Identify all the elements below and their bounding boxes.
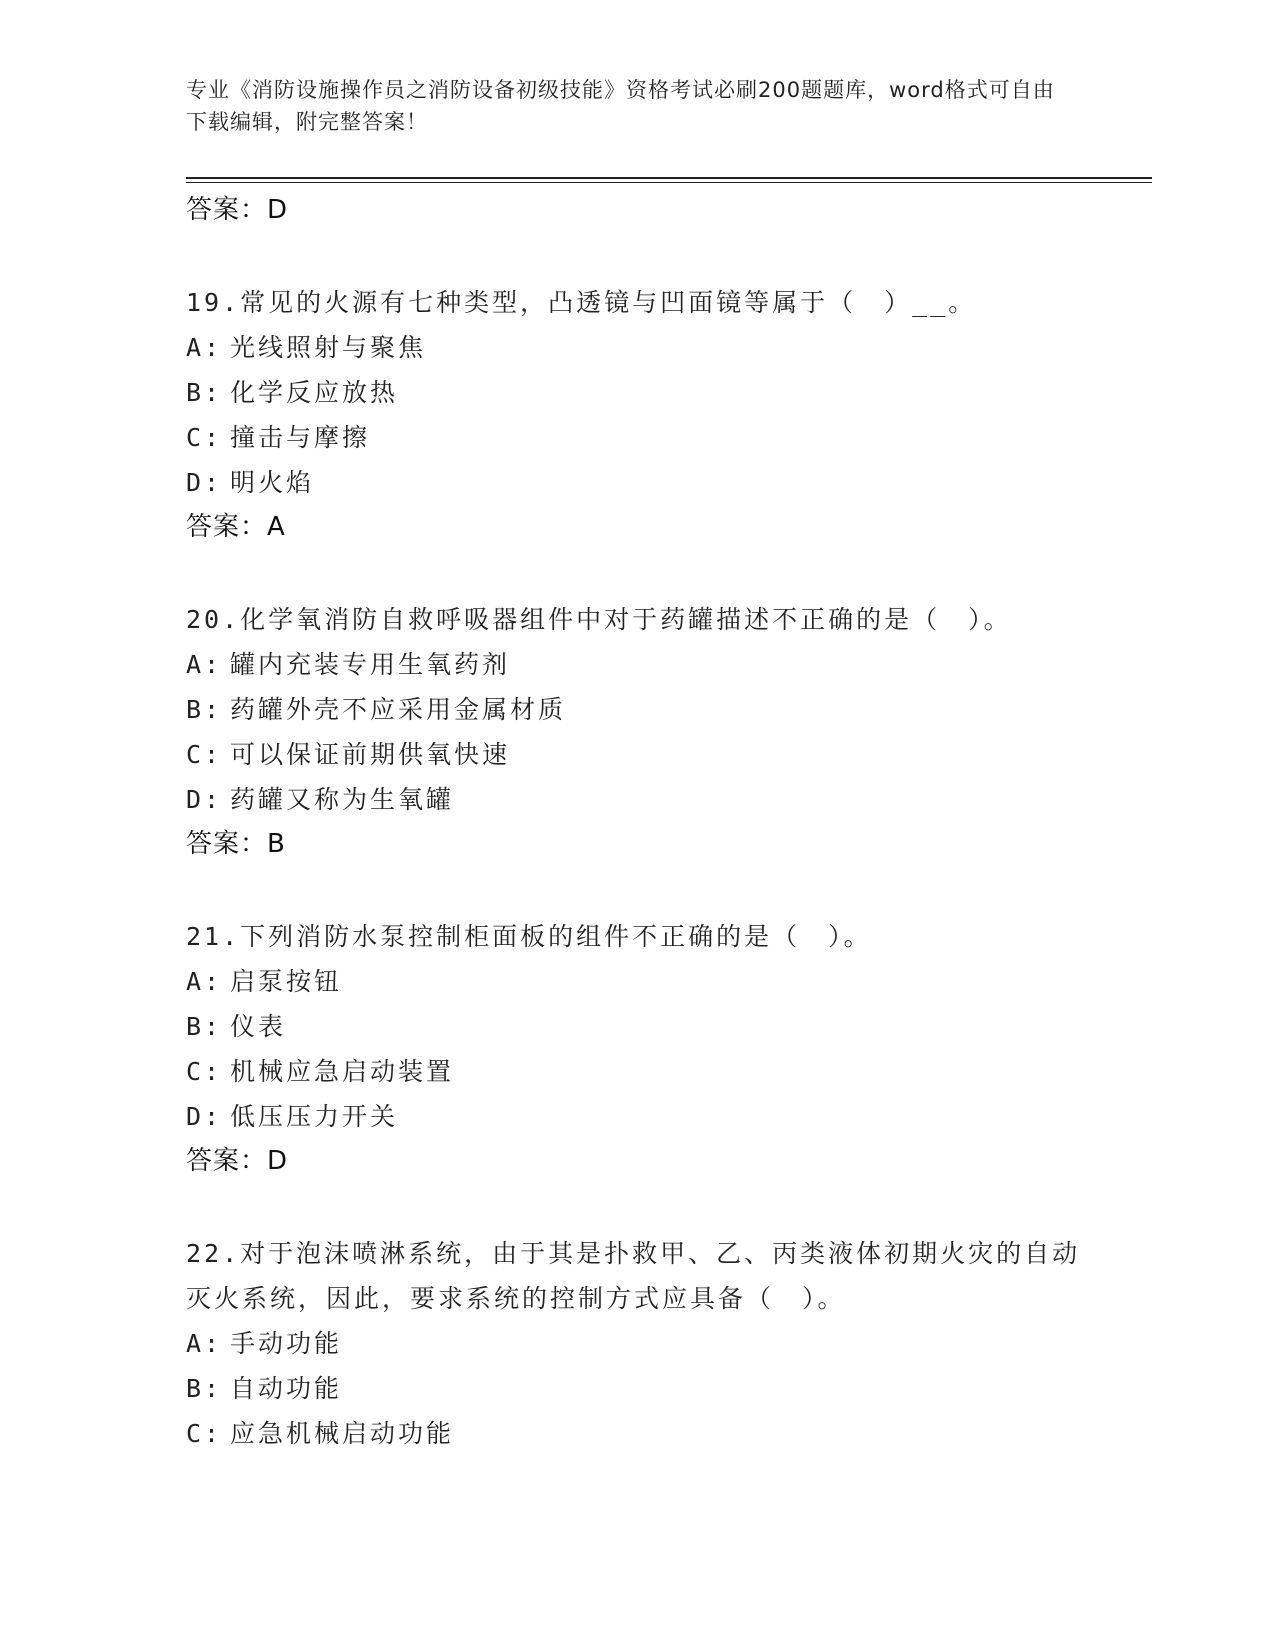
option-text: 光线照射与聚焦 [230,333,427,362]
option-c [186,732,1086,777]
question-22 [186,1231,1086,1456]
option-a [186,642,1086,687]
option-text: 仪表 [230,1012,287,1041]
option-key: B: [186,1012,223,1041]
answer-line: 答案：D [186,1146,289,1176]
question-20 [186,597,1086,867]
option-key: C: [186,423,223,452]
document-header-title: 专业《消防设施操作员之消防设备初级技能》资格考试必刷200题题库，word格式可自由下载编辑，附完整答案！ [186,78,1055,134]
option-text: 可以保证前期供氧快速 [230,740,511,769]
option-text: 药罐外壳不应采用金属材质 [230,695,567,724]
answer-line: 答案：B [186,829,286,859]
option-key: A: [186,1329,223,1358]
question-21 [186,914,1086,1184]
header-divider-thick [186,177,1152,179]
option-text: 药罐又称为生氧罐 [230,785,455,814]
option-key: B: [186,695,223,724]
question-stem: 22.对于泡沫喷淋系统，由于其是扑救甲、乙、丙类液体初期火灾的自动灭火系统，因此，要求系统的控制方式应具备（ ）。 [186,1239,1081,1313]
question-stem: 20.化学氧消防自救呼吸器组件中对于药罐描述不正确的是（ ）。 [186,605,1012,634]
header-divider-thin [186,182,1152,183]
option-text: 明火焰 [230,468,315,497]
option-d [186,1094,1086,1139]
option-key: C: [186,1419,223,1448]
option-a [186,325,1086,370]
option-d [186,460,1086,505]
option-d [186,777,1086,822]
option-key: C: [186,740,223,769]
option-key: D: [186,785,223,814]
option-b [186,1366,1086,1411]
answer-line: 答案：A [186,512,286,542]
question-stem: 21.下列消防水泵控制柜面板的组件不正确的是（ ）。 [186,922,872,951]
option-key: C: [186,1057,223,1086]
option-key: A: [186,967,223,996]
option-b [186,1004,1086,1049]
question-19 [186,280,1086,550]
option-key: B: [186,1374,223,1403]
option-text: 化学反应放热 [230,378,399,407]
option-c [186,1411,1086,1456]
option-text: 应急机械启动功能 [230,1419,455,1448]
option-c [186,415,1086,460]
option-text: 启泵按钮 [230,967,343,996]
option-key: A: [186,650,223,679]
option-key: A: [186,333,223,362]
question-stem: 19.常见的火源有七种类型，凸透镜与凹面镜等属于（ ）__。 [186,288,977,317]
option-key: D: [186,1102,223,1131]
option-text: 低压压力开关 [230,1102,399,1131]
option-text: 罐内充装专用生氧药剂 [230,650,511,679]
option-text: 手动功能 [230,1329,343,1358]
option-text: 自动功能 [230,1374,343,1403]
option-a [186,1321,1086,1366]
option-b [186,687,1086,732]
option-c [186,1049,1086,1094]
option-text: 机械应急启动装置 [230,1057,455,1086]
question-list [186,188,1086,1456]
option-key: B: [186,378,223,407]
option-key: D: [186,468,223,497]
option-a [186,959,1086,1004]
answer-line: 答案：D [186,195,289,225]
option-b [186,370,1086,415]
option-text: 撞击与摩擦 [230,423,371,452]
